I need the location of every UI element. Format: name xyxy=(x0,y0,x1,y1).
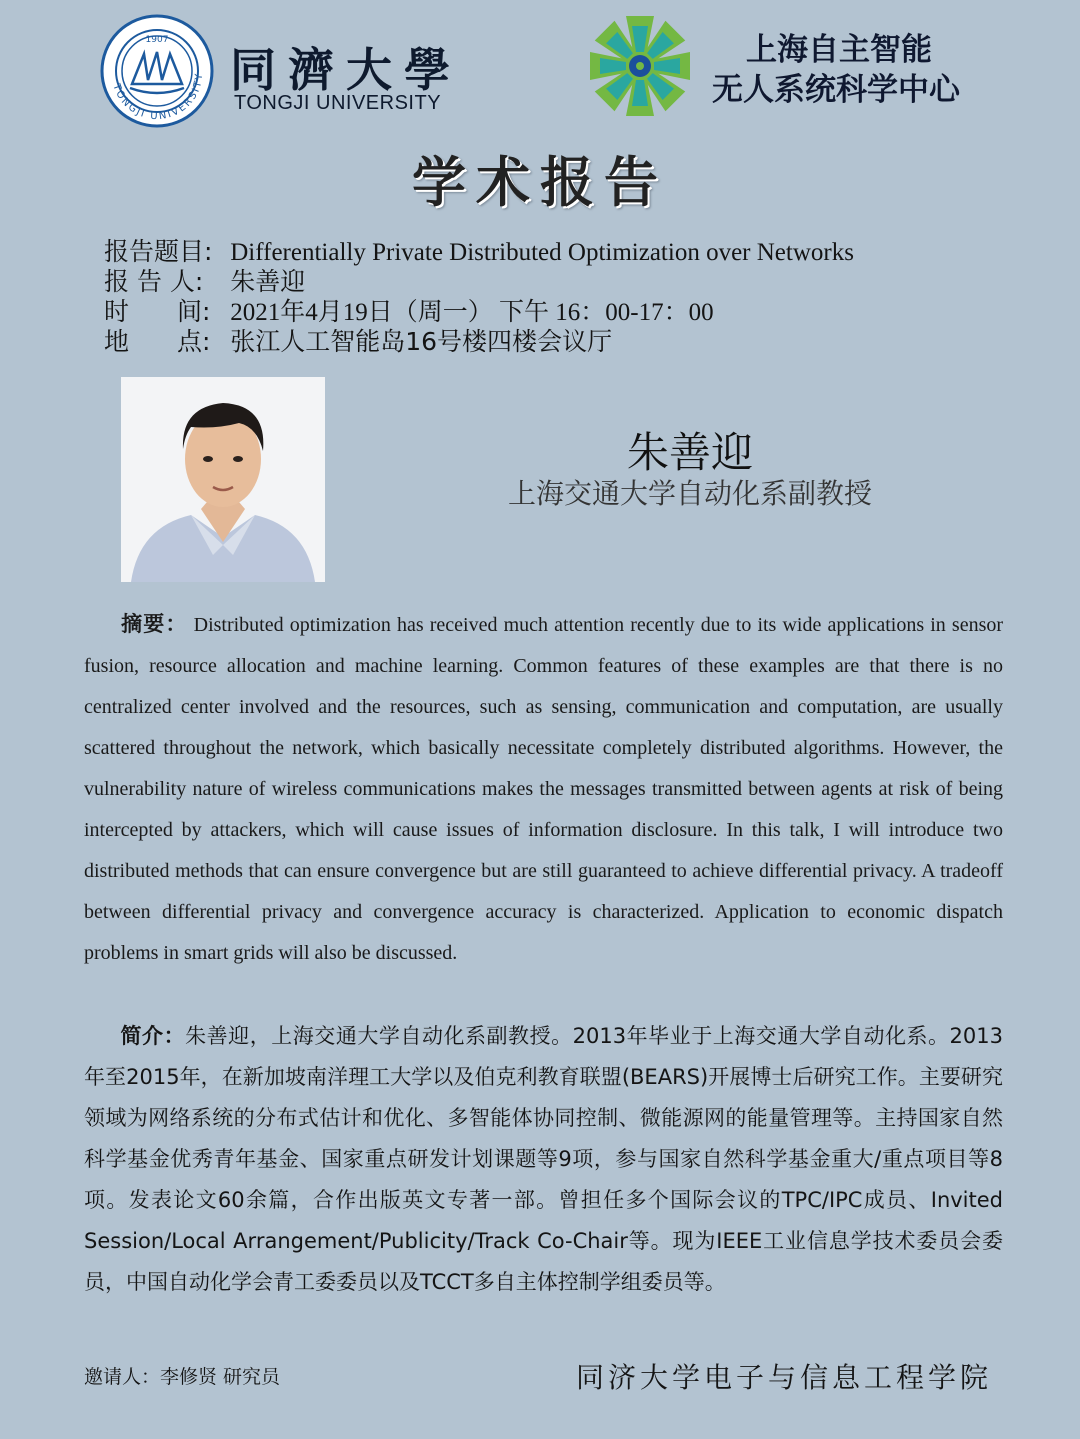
poster-title: 学术报告 xyxy=(412,151,668,214)
speaker-value: 朱善迎 xyxy=(230,267,306,296)
info-topic-row xyxy=(104,236,854,268)
place-label: 地 点: xyxy=(104,327,211,356)
bio-paragraph xyxy=(84,1016,1003,1303)
time-value: 2021年4月19日（周一） 下午 16：00-17：00 xyxy=(230,299,714,326)
inviter: 邀请人：李修贤 研究员 xyxy=(84,1366,281,1388)
info-speaker-row xyxy=(104,266,305,298)
center-name-line-1: 上海自主智能 xyxy=(746,32,932,68)
speaker-name: 朱善迎 xyxy=(626,428,753,477)
info-place-row xyxy=(104,326,612,358)
abstract-text: Distributed optimization has received much attention recently due to its wide applications in sensor fusion, resource allocation and machine learning. Common features of these examples are that there is no centralized center involved and the resources, such as sensing, communication and computation, are usually scattered throughout the network, which basically necessitate completely distributed algorithms. However, the vulnerability nature of wireless communications makes the messages transmitted between agents at risk of being intercepted by attackers, which will cause issues of information disclosure. In this talk, I will introduce two distributed methods that can ensure convergence but are still guaranteed to achieve differential privacy. A tradeoff between differential privacy and convergence accuracy is characterized. Application to economic dispatch problems in smart grids will also be discussed. xyxy=(84,614,1004,964)
bio-label: 简介： xyxy=(120,1024,186,1048)
topic-label: 报告题目: xyxy=(104,237,213,266)
svg-text:TONGJI UNIVERSITY: TONGJI UNIVERSITY xyxy=(110,71,206,123)
tongji-name-chinese: 同濟大學 xyxy=(230,43,462,97)
abstract-label: 摘要： xyxy=(120,612,188,636)
svg-text:1907: 1907 xyxy=(145,35,169,45)
abstract-paragraph xyxy=(84,604,1003,974)
speaker-label: 报 告 人: xyxy=(104,267,204,296)
tongji-name-english: TONGJI UNIVERSITY xyxy=(234,92,442,114)
host-institute: 同济大学电子与信息工程学院 xyxy=(576,1361,993,1394)
info-time-row xyxy=(104,296,714,328)
time-label: 时 间: xyxy=(104,297,211,326)
speaker-title: 上海交通大学自动化系副教授 xyxy=(507,477,872,510)
tongji-seal-logo xyxy=(100,14,214,128)
center-name xyxy=(712,30,992,110)
speaker-photo xyxy=(121,377,325,582)
bio-text: 朱善迎，上海交通大学自动化系副教授。2013年毕业于上海交通大学自动化系。2013年至2015年，在新加坡南洋理工大学以及伯克利教育联盟(BEARS)开展博士后研究工作。主要研究领域为网络系统的分布式估计和优化、多智能体协同控制、微能源网的能量管理等。主持国家自然科学基金优秀青年基金、国家重点研发计划课题等9项，参与国家自然科学基金重大/重点项目等8项。发表论文60余篇，合作出版英文专著一部。曾担任多个国际会议的TPC/IPC成员、Invited Session/Local Arrangement/Publicity/Track Co-Chair等。现为IEEE工业信息学技术委员会委员，中国自动化学会青工委委员以及TCCT多自主体控制学组委员等。 xyxy=(84,1024,1004,1294)
center-logo xyxy=(586,12,694,120)
center-name-line-2: 无人系统科学中心 xyxy=(712,72,960,108)
topic-value: Differentially Private Distributed Optimization over Networks xyxy=(230,239,854,266)
place-value: 张江人工智能岛16号楼四楼会议厅 xyxy=(230,327,613,356)
